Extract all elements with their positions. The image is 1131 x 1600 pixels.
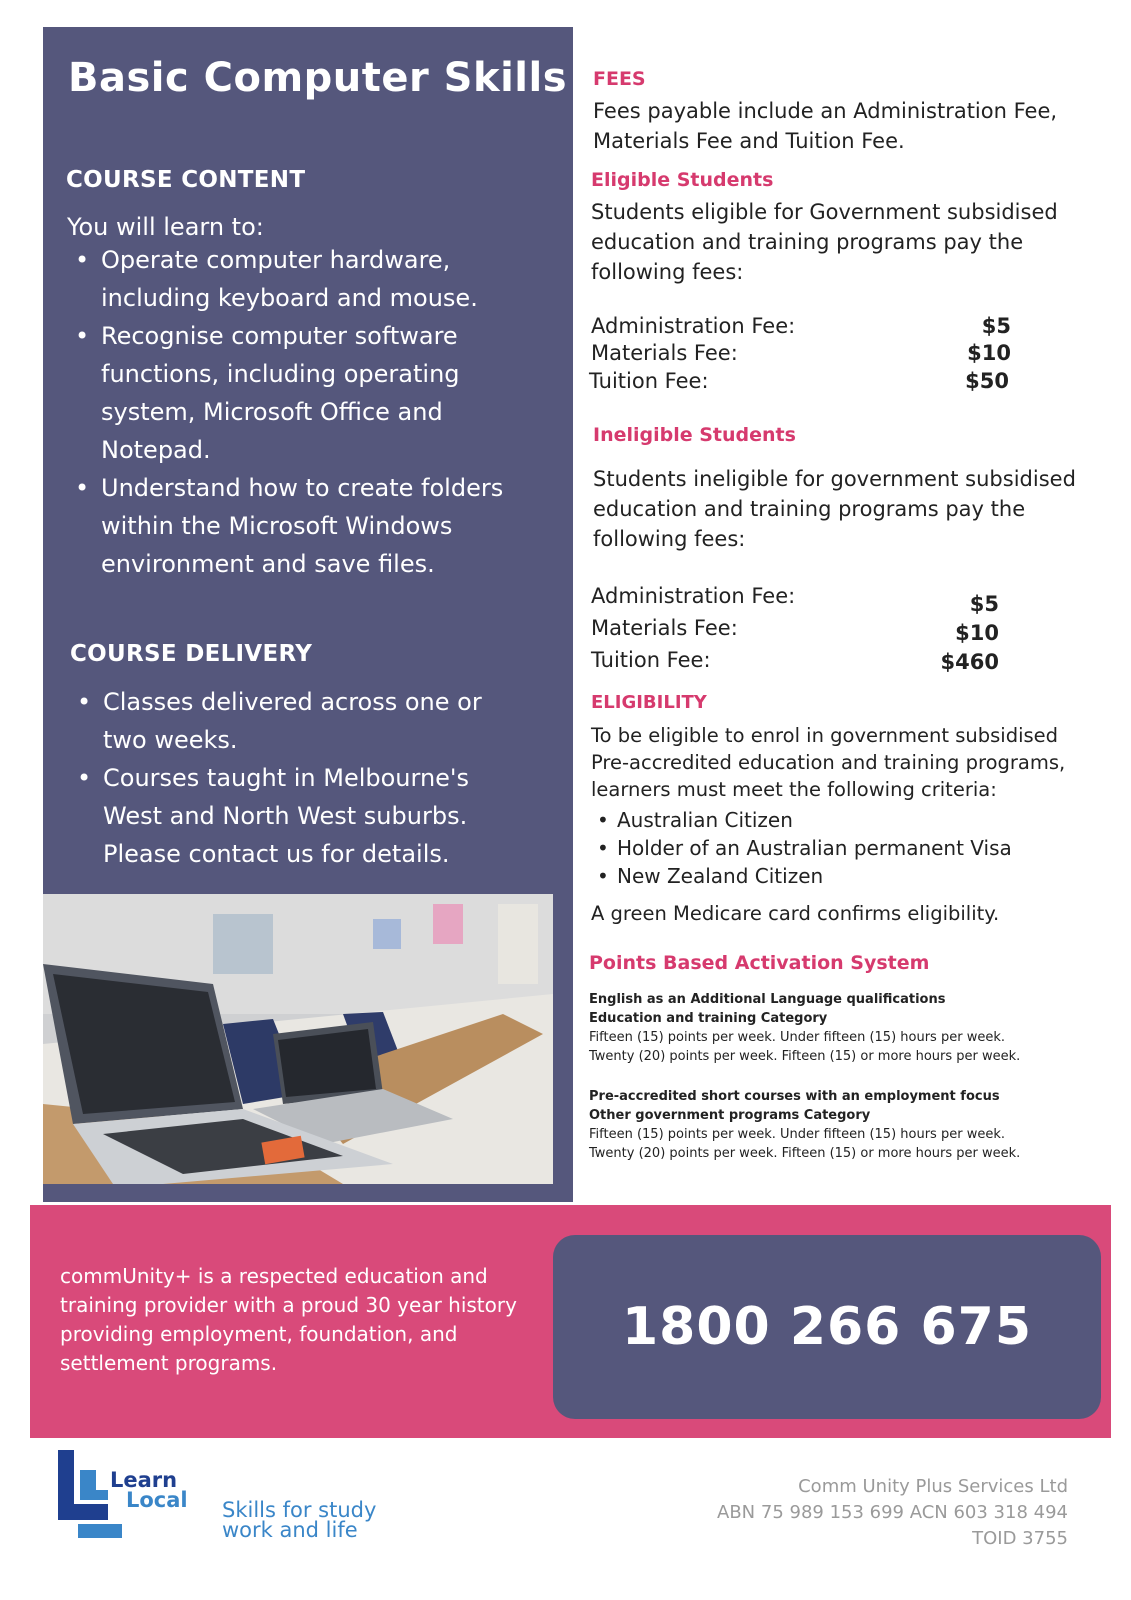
pbas-heading: Points Based Activation System bbox=[589, 952, 930, 974]
pbas-block-title: English as an Additional Language qualifications bbox=[589, 992, 946, 1007]
ineligible-fee-row-materials bbox=[591, 616, 999, 645]
fee-amount: $50 bbox=[965, 369, 1009, 393]
list-item: • Classes delivered across one or two weeks. bbox=[69, 683, 499, 759]
footer-banner bbox=[30, 1205, 1111, 1438]
medicare-note: A green Medicare card confirms eligibility. bbox=[591, 902, 1000, 925]
pbas-block-line: Twenty (20) points per week. Fifteen (15) or more hours per week. bbox=[589, 1146, 1021, 1161]
eligible-fee-row-admin bbox=[591, 314, 1011, 338]
fee-label: Administration Fee: bbox=[591, 314, 796, 338]
page-title: Basic Computer Skills bbox=[68, 55, 568, 101]
company-abn: ABN 75 989 153 699 ACN 603 318 494 bbox=[717, 1502, 1068, 1523]
eligible-fee-row-materials bbox=[591, 341, 1011, 365]
fee-amount: $10 bbox=[955, 621, 999, 645]
list-item: • Understand how to create folders within the Microsoft Windows environment and save files. bbox=[67, 469, 517, 583]
course-content-list bbox=[67, 241, 517, 583]
logo-learn: Learn bbox=[110, 1468, 178, 1492]
company-toid: TOID 3755 bbox=[972, 1528, 1068, 1549]
pbas-block-line: Twenty (20) points per week. Fifteen (15) or more hours per week. bbox=[589, 1049, 1021, 1064]
ineligible-fee-row-tuition bbox=[591, 648, 999, 672]
fee-amount: $5 bbox=[969, 592, 999, 616]
list-item: • Operate computer hardware, including keyboard and mouse. bbox=[67, 241, 517, 317]
tagline bbox=[222, 1500, 376, 1540]
fees-text: Fees payable include an Administration Fee, Materials Fee and Tuition Fee. bbox=[593, 99, 1058, 153]
fee-amount: $460 bbox=[940, 650, 999, 674]
fee-label: Tuition Fee: bbox=[589, 369, 709, 393]
fee-amount: $10 bbox=[967, 341, 1011, 365]
eligibility-heading: ELIGIBILITY bbox=[591, 692, 707, 713]
pbas-block-eal bbox=[589, 990, 1089, 1066]
course-delivery-list bbox=[69, 683, 499, 873]
list-item: • Australian Citizen bbox=[593, 806, 1073, 834]
list-item: • New Zealand Citizen bbox=[593, 862, 1073, 890]
list-item: • Holder of an Australian permanent Visa bbox=[593, 834, 1073, 862]
ineligible-fee-row-admin bbox=[591, 584, 999, 616]
list-item: • Recognise computer software functions, including operating system, Microsoft Office and Notepad. bbox=[67, 317, 517, 469]
pbas-block-preaccredited bbox=[589, 1087, 1089, 1163]
eligible-students-text: Students eligible for Government subsidised education and training programs pay the following fees: bbox=[591, 200, 1058, 284]
ineligible-students-heading: Ineligible Students bbox=[593, 424, 796, 446]
course-content-heading: COURSE CONTENT bbox=[66, 167, 306, 193]
tagline-line: work and life bbox=[222, 1518, 358, 1542]
pbas-block-category: Other government programs Category bbox=[589, 1108, 871, 1123]
pbas-block-line: Fifteen (15) points per week. Under fifteen (15) hours per week. bbox=[589, 1127, 1005, 1142]
eligible-students-heading: Eligible Students bbox=[591, 169, 774, 191]
fees-heading: FEES bbox=[593, 68, 646, 90]
fee-amount: $5 bbox=[981, 314, 1011, 338]
eligibility-criteria-list bbox=[593, 806, 1073, 890]
fee-label: Materials Fee: bbox=[591, 341, 738, 365]
logo-local: Local bbox=[126, 1488, 188, 1512]
tagline-line: Skills for study bbox=[222, 1498, 377, 1522]
eligibility-text: To be eligible to enrol in government subsidised Pre-accredited education and training programs, learners must meet the following criteria: bbox=[591, 724, 1066, 801]
pbas-block-title: Pre-accredited short courses with an employment focus bbox=[589, 1089, 1000, 1104]
eligible-fee-row-tuition bbox=[589, 369, 1009, 393]
fee-label: Administration Fee: bbox=[591, 584, 796, 608]
course-content-intro: You will learn to: bbox=[67, 213, 264, 241]
classroom-laptops-photo bbox=[43, 894, 553, 1184]
company-details bbox=[717, 1474, 1068, 1552]
course-panel bbox=[43, 27, 573, 1202]
course-delivery-heading: COURSE DELIVERY bbox=[70, 641, 313, 667]
learn-local-logo bbox=[58, 1450, 188, 1544]
fee-label: Materials Fee: bbox=[591, 616, 738, 640]
fee-label: Tuition Fee: bbox=[591, 648, 711, 672]
phone-number[interactable]: 1800 266 675 bbox=[621, 1297, 1033, 1357]
company-name: Comm Unity Plus Services Ltd bbox=[798, 1476, 1068, 1497]
pbas-block-category: Education and training Category bbox=[589, 1011, 828, 1026]
list-item: • Courses taught in Melbourne's West and North West suburbs. Please contact us for details. bbox=[69, 759, 499, 873]
about-text: commUnity+ is a respected education and training provider with a proud 30 year history providing employment, foundation, and settlement programs. bbox=[60, 1264, 517, 1375]
phone-box bbox=[553, 1235, 1101, 1419]
pbas-block-line: Fifteen (15) points per week. Under fifteen (15) hours per week. bbox=[589, 1030, 1005, 1045]
ineligible-students-text: Students ineligible for government subsidised education and training programs pay the following fees: bbox=[593, 467, 1076, 551]
